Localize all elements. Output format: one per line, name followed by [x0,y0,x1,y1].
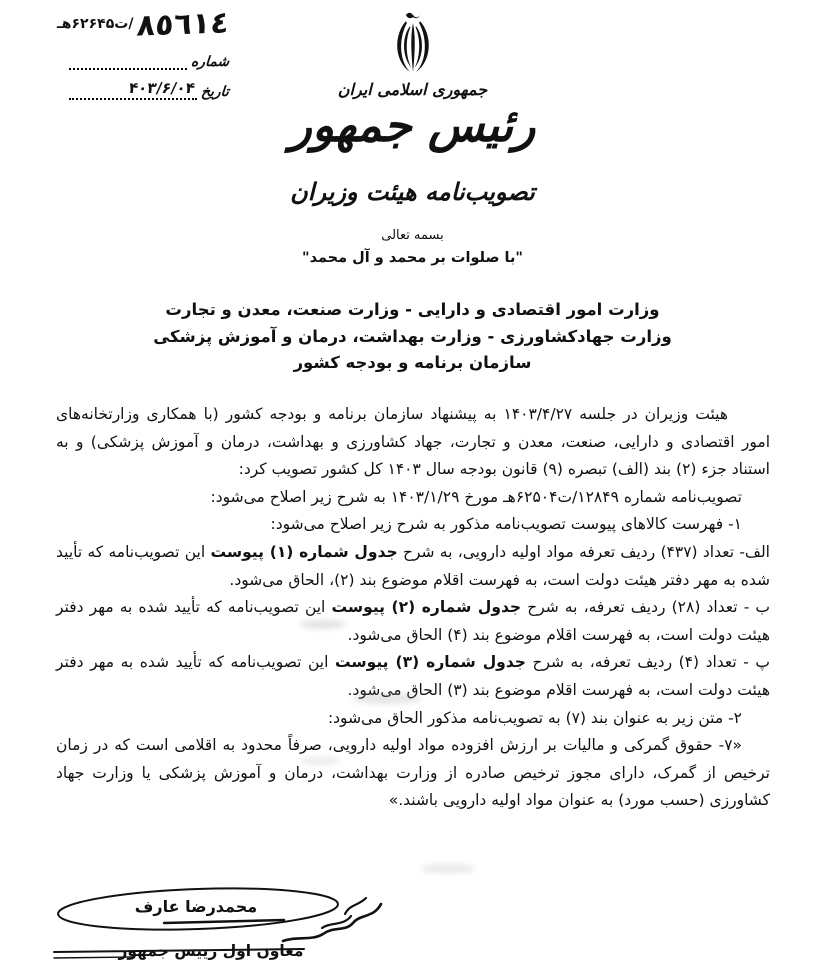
signer-title: معاون اول رییس جمهور [118,942,304,960]
paragraph-item-2: ۲- متن زیر به عنوان بند (۷) به تصویب‌نامه مذکور الحاق می‌شود: [327,708,742,727]
salutation: "با صلوات بر محمد و آل محمد" [302,250,523,266]
scan-smudge [352,693,422,704]
date-label: تاریخ [200,84,230,100]
paragraph-clause-7: «۷- حقوق گمرکی و مالیات بر ارزش افزوده مواد اولیه دارویی، صرفاً محدود به اقلامی است که در زمان ترخیص از گمرک، دارای مجوز ترخیص صادره از وزارت بهداشت، درمان و آموزش پزشکی یا وزارت جهاد کشاورزی (حسب مورد) به عنوان مواد اولیه دارویی باشند.» [56,736,770,810]
item-1-be-pre: ب - تعداد (۲۸) ردیف تعرفه، به شرح [521,598,770,617]
addressee-line-2: وزارت جهادکشاورزی - وزارت بهداشت، درمان و آموزش پزشکی [153,326,672,346]
item-1-pe-pre: پ - تعداد (۴) ردیف تعرفه، به شرح [525,653,770,672]
paragraph-item-1: ۱- فهرست کالاهای پیوست تصویب‌نامه مذکور به شرح زیر اصلاح می‌شود: [270,515,742,534]
item-1-pe-bold-table-3: جدول شماره (۳) پیوست [334,653,526,672]
item-1-alef-bold-table-1: جدول شماره (۱) پیوست [210,542,398,561]
scan-smudge [300,620,346,629]
paragraph-item-1-alef [56,539,770,594]
signer-name: محمدرضا عارف [134,897,258,916]
item-1-be-bold-table-2: جدول شماره (۲) پیوست [331,598,522,617]
handwritten-date: ۴۰۳/۶/۰۴ [127,79,197,97]
item-1-alef-post: این تصویب‌نامه که تأیید شده به مهر دفتر هیئت دولت است، به فهرست اقلام موضوع بند (۲)، الحاق می‌شود. [56,542,770,589]
addressee-block [0,297,825,377]
item-1-pe-post: این تصویب‌نامه که تأیید شده به مهر دفتر هیئت دولت است، به فهرست اقلام موضوع بند (۳) الحاق می‌شود. [56,653,770,699]
paragraph-item-1-be [56,594,770,649]
item-1-alef-pre: الف- تعداد (۴۳۷) ردیف تعرفه مواد اولیه دارویی، به شرح [397,542,770,561]
document-type-title: تصویب‌نامه هیئت وزیران [290,178,535,206]
addressee-line-3: سازمان برنامه و بودجه کشور [293,353,532,372]
handwritten-number: ٨٥٦١٤ [136,5,231,44]
document-number-suffix: /ت۶۲۶۴۵هـ [57,16,134,32]
basmala: بسمه تعالی [381,228,444,243]
addressee-line-1: وزارت امور اقتصادی و دارایی - وزارت صنعت، معدن و تجارت [165,300,660,319]
scan-smudge [300,757,340,765]
iran-emblem-icon [387,12,439,78]
number-field [69,54,229,70]
decree-body [56,401,770,815]
paragraph-amendment-ref: تصویب‌نامه شماره ۱۲۸۴۹/ت۶۲۵۰۴هـ مورخ ۱۴۰۳/۱/۲۹ به شرح زیر اصلاح می‌شود: [210,487,742,506]
office-title: رئیس جمهور [289,98,536,152]
paragraph-preamble: هیئت وزیران در جلسه ۱۴۰۳/۴/۲۷ به پیشنهاد سازمان برنامه و بودجه کشور (با همکاری وزارتخانه‌های امور اقتصادی و دارایی، صنعت، معدن و تجارت، جهاد کشاورزی و بهداشت، درمان و آموزش پزشکی) و به استناد جزء (۲) بند (الف) تبصره (۹) قانون بودجه سال ۱۴۰۳ کل کشور تصویب کرد: [56,405,770,479]
item-1-be-post: این تصویب‌نامه که تأیید شده به مهر دفتر هیئت دولت است، به فهرست اقلام موضوع بند (۴) الحاق می‌شود. [56,598,770,644]
country-name: جمهوری اسلامی ایران [337,80,488,99]
scan-smudge [420,864,475,873]
document-number [14,5,231,44]
number-label: شماره [190,54,230,70]
number-dotted-line [69,54,187,70]
signature-block [46,886,396,974]
